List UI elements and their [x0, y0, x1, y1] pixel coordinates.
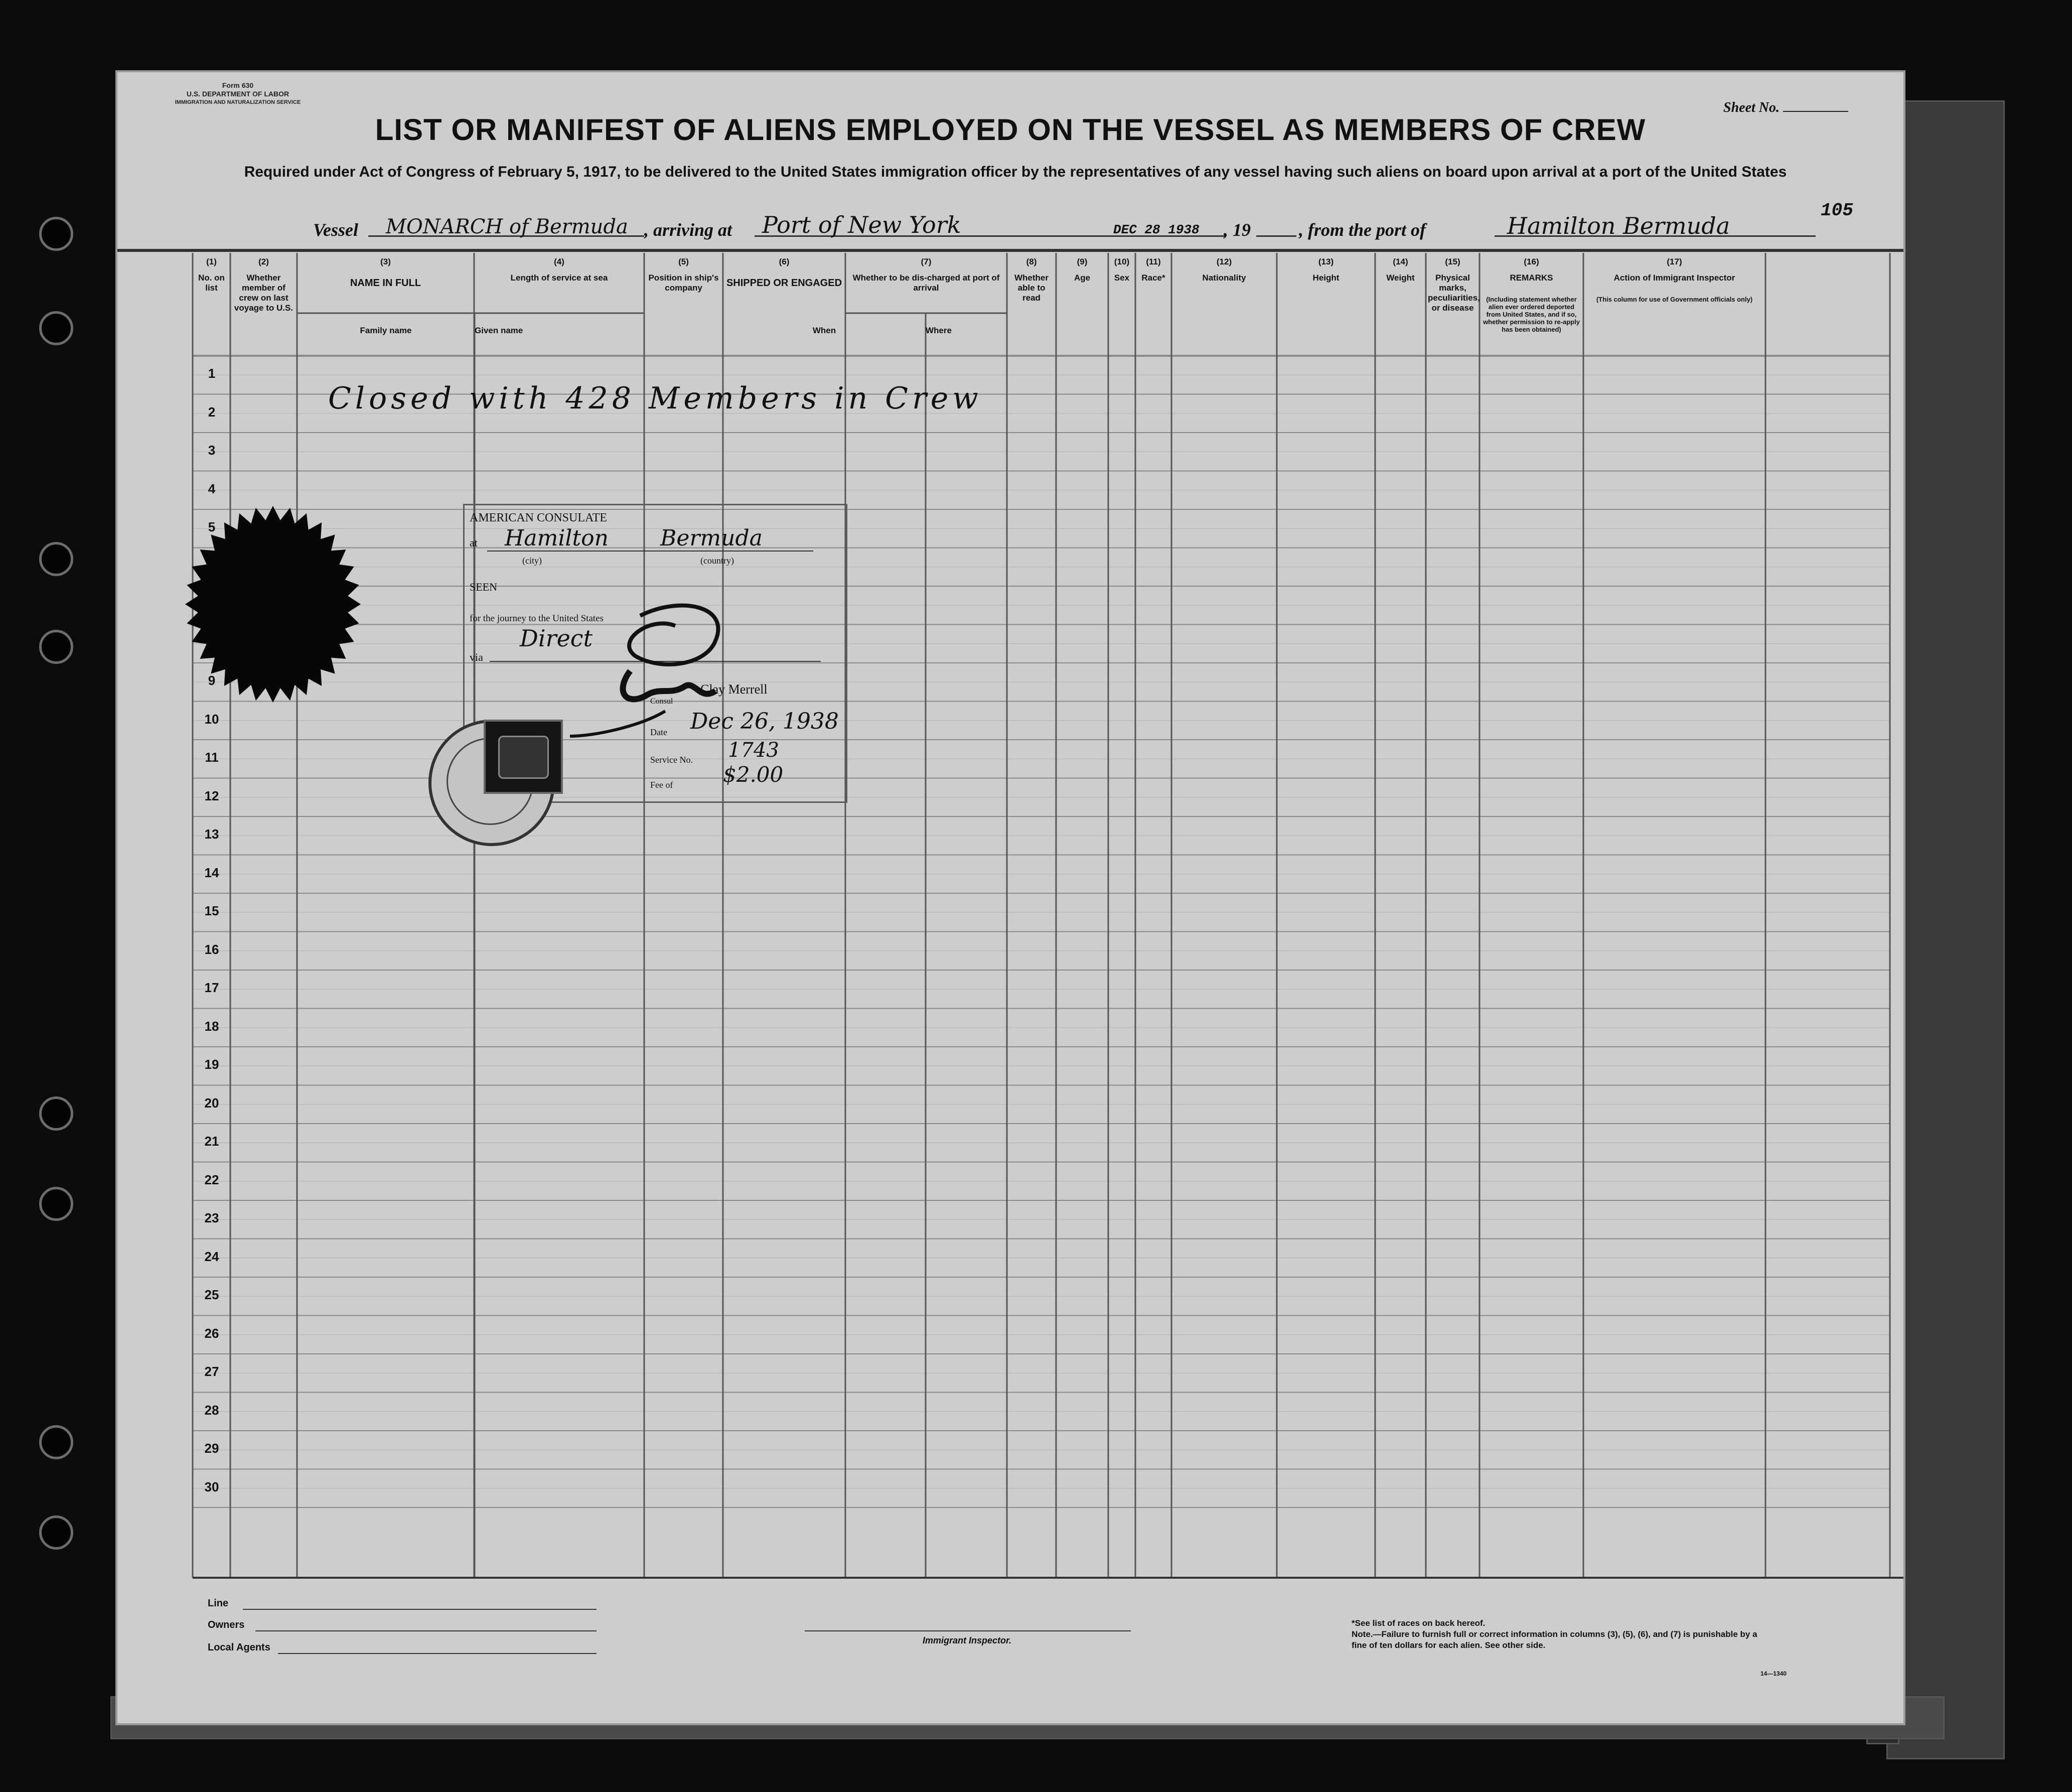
year-label: , 19 [1224, 220, 1251, 240]
page-title: LIST OR MANIFEST OF ALIENS EMPLOYED ON THE VESSEL AS MEMBERS OF CREW [375, 113, 1646, 147]
binder-hole [39, 1425, 73, 1459]
row-number: 20 [204, 1095, 219, 1111]
binder-hole [39, 1187, 73, 1221]
row-number: 12 [204, 788, 219, 803]
at-label: at [470, 536, 478, 549]
fee-label: Fee of [650, 780, 673, 790]
column-number: (5) [678, 257, 689, 266]
via-value: Direct [520, 625, 593, 652]
sub-column-label: Given name [475, 326, 523, 335]
column-number: (15) [1445, 257, 1460, 266]
column-number: (10) [1114, 257, 1130, 266]
column-number: (4) [554, 257, 564, 266]
vessel-name: MONARCH of Bermuda [386, 215, 628, 238]
consulate-city: Hamilton [505, 525, 609, 551]
manifest-page [115, 70, 1905, 1725]
binder-hole [39, 311, 73, 345]
column-label: NAME IN FULL [350, 278, 421, 289]
column-number: (12) [1216, 257, 1232, 266]
row-number: 19 [204, 1057, 219, 1072]
column-label: Weight [1386, 273, 1415, 283]
column-label: No. on list [198, 273, 225, 293]
vessel-label: Vessel [313, 220, 358, 240]
form-number: Form 630 [222, 81, 254, 89]
stamp-date: Dec 26, 1938 [690, 709, 839, 734]
column-label: Length of service at sea [510, 273, 608, 283]
inspector-label: Immigrant Inspector. [923, 1635, 1012, 1645]
column-label: Action of Immigrant Inspector [1613, 273, 1735, 283]
column-number: (13) [1318, 257, 1334, 266]
column-label: REMARKS [1510, 273, 1553, 283]
row-number: 17 [204, 980, 219, 995]
column-note: (This column for use of Government officials only) [1596, 296, 1753, 303]
local-agents-field [278, 1653, 597, 1654]
owners-field [255, 1630, 597, 1631]
binder-hole [39, 542, 73, 576]
via-label: via [470, 651, 483, 663]
column-number: (1) [206, 257, 217, 266]
local-agents-label: Local Agents [208, 1642, 270, 1653]
revenue-stamp [484, 720, 563, 794]
row-number: 3 [208, 443, 216, 458]
note-text: —Failure to furnish full or correct information in columns (3), (5), (6), and (7) is punishable by a fine of ten dollars for each alien. See other side. [1352, 1629, 1757, 1650]
line-label: Line [208, 1598, 229, 1609]
consul-label: Consul [650, 697, 673, 706]
manifest-grid [117, 72, 1903, 1723]
country-caption: (country) [700, 556, 734, 566]
column-label: Whether able to read [1014, 273, 1049, 303]
row-number: 2 [208, 404, 216, 420]
row-number: 25 [204, 1287, 219, 1302]
row-number: 21 [204, 1134, 219, 1149]
arrival-port: Port of New York [762, 211, 961, 238]
row-number: 5 [208, 519, 216, 534]
penalty-note [1352, 1629, 1763, 1651]
row-number: 10 [204, 711, 219, 727]
row-number: 24 [204, 1249, 219, 1264]
sub-column-label: Family name [360, 326, 412, 335]
column-label: Sex [1114, 273, 1130, 283]
binder-hole [39, 1515, 73, 1550]
column-number: (6) [779, 257, 790, 266]
row-number: 28 [204, 1402, 219, 1418]
binder-hole [39, 217, 73, 251]
wax-seal [183, 499, 363, 710]
column-label: Physical marks, peculiarities, or disease [1428, 273, 1480, 313]
column-number: (8) [1026, 257, 1037, 266]
city-caption: (city) [522, 556, 542, 566]
owners-label: Owners [208, 1619, 245, 1630]
journey-label: for the journey to the United States [470, 613, 604, 624]
column-number: (7) [921, 257, 932, 266]
column-label: Nationality [1202, 273, 1246, 283]
date-label: Date [650, 727, 667, 737]
page-number: 105 [1821, 200, 1853, 221]
sub-column-label: When [812, 326, 836, 335]
service-label: Service No. [650, 755, 693, 765]
column-number: (2) [258, 257, 269, 266]
row-number: 11 [205, 750, 219, 765]
column-note: (Including statement whether alien ever ordered deported from United States, and if so, whether permission to re-apply has been obtained) [1483, 296, 1580, 333]
column-number: (16) [1524, 257, 1539, 266]
binder-hole [39, 1096, 73, 1131]
service-name: IMMIGRATION AND NATURALIZATION SERVICE [175, 99, 301, 105]
from-port-label: , from the port of [1299, 220, 1426, 240]
row-number: 1 [208, 366, 216, 381]
row-number: 30 [204, 1479, 219, 1494]
row-number: 22 [204, 1172, 219, 1187]
seen-label: SEEN [470, 581, 497, 593]
closing-note: Closed with 428 Members in Crew [328, 381, 982, 416]
line-field [243, 1609, 597, 1610]
column-label: Age [1074, 273, 1091, 283]
row-number: 26 [204, 1325, 219, 1341]
sub-column-label: Where [926, 326, 952, 335]
row-number: 18 [204, 1018, 219, 1034]
sheet-label: Sheet No. [1723, 100, 1780, 115]
row-number: 9 [208, 673, 216, 688]
column-number: (9) [1077, 257, 1088, 266]
column-label: Position in ship's company [648, 273, 719, 293]
revenue-stamp-inner [498, 736, 549, 779]
consulate-country: Bermuda [660, 525, 763, 551]
row-number: 15 [204, 903, 219, 918]
inspector-signature-line [805, 1630, 1131, 1631]
column-number: (17) [1667, 257, 1682, 266]
column-label: Whether member of crew on last voyage to U.S. [234, 273, 293, 313]
races-note: *See list of races on back hereof. [1352, 1618, 1486, 1628]
column-label: SHIPPED OR ENGAGED [726, 278, 842, 289]
from-port: Hamilton Bermuda [1507, 212, 1730, 239]
column-label: Race* [1141, 273, 1165, 283]
note-label: Note. [1352, 1629, 1373, 1639]
row-number: 27 [204, 1364, 219, 1379]
fee-value: $2.00 [723, 762, 784, 787]
consulate-heading: AMERICAN CONSULATE [470, 511, 608, 524]
column-number: (3) [380, 257, 391, 266]
column-label: Height [1312, 273, 1340, 283]
row-number: 13 [204, 826, 219, 842]
column-number: (11) [1146, 257, 1161, 266]
print-code: 14—1340 [1760, 1670, 1787, 1677]
binder-hole [39, 630, 73, 664]
arriving-label: , arriving at [644, 220, 732, 240]
row-number: 29 [204, 1441, 219, 1456]
row-number: 14 [204, 865, 219, 880]
column-label: Whether to be dis-charged at port of arrival [852, 273, 1000, 293]
row-number: 16 [204, 941, 219, 957]
department-name: U.S. DEPARTMENT OF LABOR [186, 90, 289, 98]
consul-name: Clay Merrell [700, 682, 768, 697]
arrival-date-stamp: DEC 28 1938 [1113, 222, 1200, 237]
page-subtitle: Required under Act of Congress of February 5, 1917, to be delivered to the United States immigration officer by the representatives of any vessel having such aliens on board upon arrival at a port of the United States [244, 164, 1787, 180]
service-number: 1743 [728, 739, 779, 762]
column-number: (14) [1393, 257, 1408, 266]
row-number: 4 [208, 481, 216, 496]
row-number: 23 [204, 1210, 219, 1225]
